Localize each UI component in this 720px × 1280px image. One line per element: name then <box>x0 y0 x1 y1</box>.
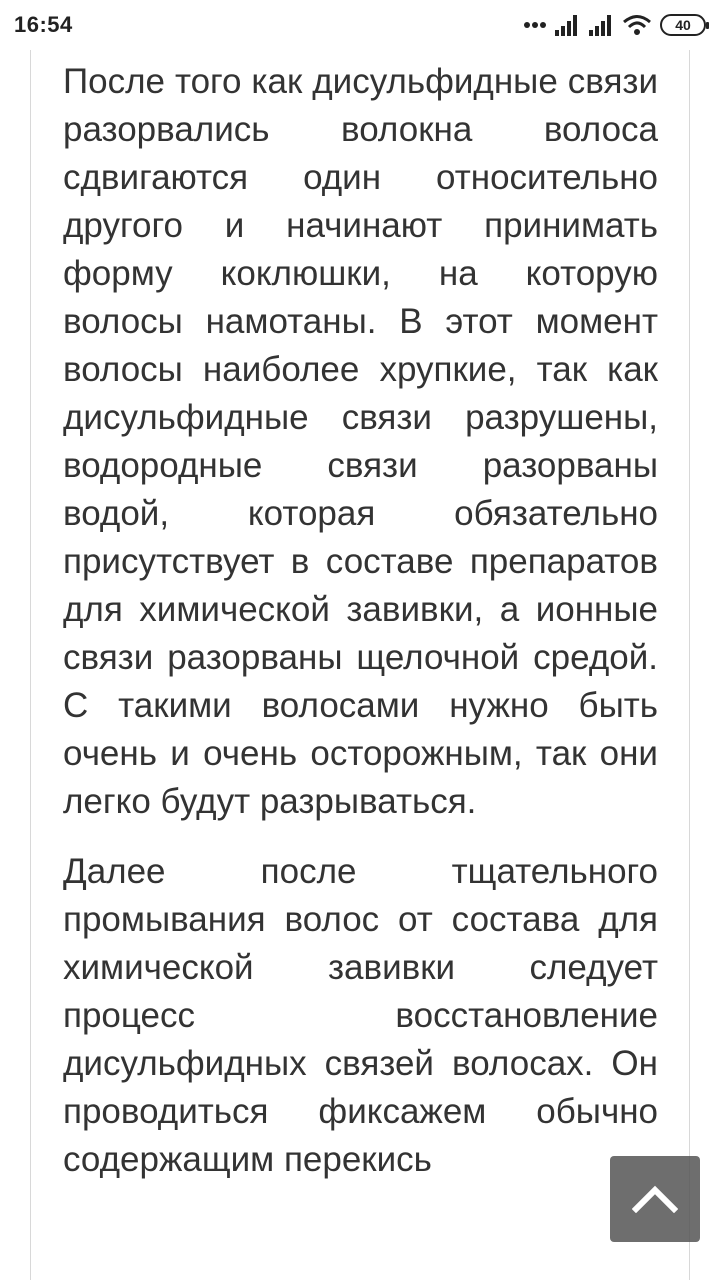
article-body <box>63 58 658 1206</box>
battery-icon <box>660 14 706 36</box>
status-icons <box>524 14 706 36</box>
status-bar <box>0 0 720 50</box>
status-time: 16:54 <box>14 12 73 37</box>
article-paragraph: После того как дисульфидные связи разорвались волокна волоса сдвигаются один относительно другого и начинают принимать форму коклюшки, на которую волосы намотаны. В этот момент волосы наиболее хрупкие, так как дисульфидные связи разрушены, водородные связи разорваны водой, которая обязательно присутствует в составе препаратов для химической завивки, а ионные связи разорваны щелочной средой. С такими волосами нужно быть очень и очень осторожным, так они легко будут разрываться. <box>63 62 658 821</box>
article-paragraph: Далее после тщательного промывания волос от состава для химической завивки следует процесс восстановление дисульфидных связей волосах. Он проводиться фиксажем обычно содержащим перекись <box>63 852 658 1179</box>
scroll-to-top-button[interactable] <box>610 1156 700 1242</box>
battery-level: 40 <box>675 17 691 33</box>
more-dots-icon <box>524 21 546 29</box>
signal-icon <box>588 14 614 36</box>
chevron-up-icon <box>632 1185 678 1213</box>
signal-icon <box>554 14 580 36</box>
wifi-icon <box>622 14 652 36</box>
